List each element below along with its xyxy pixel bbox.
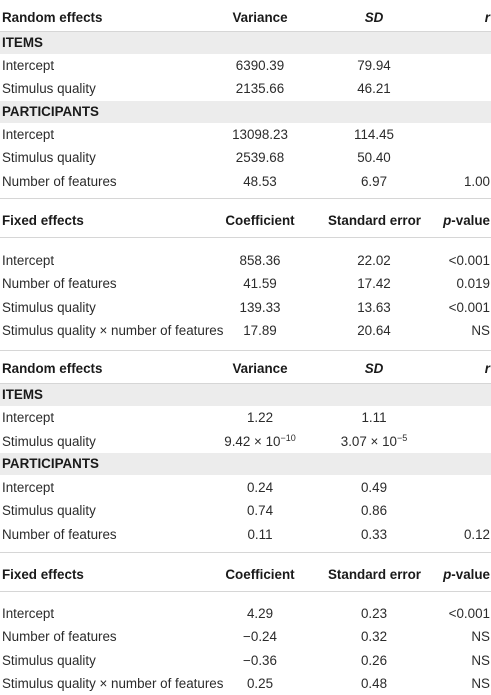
table-row xyxy=(0,54,491,77)
effect-cell: Stimulus quality xyxy=(2,81,96,96)
effect-cell: Stimulus quality xyxy=(2,434,96,449)
items-band xyxy=(0,32,491,54)
participants-band xyxy=(0,453,491,475)
p-cell: NS xyxy=(471,323,490,338)
variance-cell: 1.22 xyxy=(246,410,274,425)
variance-cell: 6390.39 xyxy=(235,58,285,73)
header-random-effects: Random effects xyxy=(2,361,103,376)
table-row xyxy=(0,406,491,429)
sd-cell: $3.07 \times 10^{-5}$ xyxy=(340,433,408,449)
table-row xyxy=(0,602,491,625)
header-fixed-effects: Fixed effects xyxy=(2,567,84,582)
rule xyxy=(0,350,491,351)
rule xyxy=(0,237,491,238)
p-cell: <0.001 xyxy=(448,300,490,315)
table-row xyxy=(0,625,491,648)
variance-cell: 13098.23 xyxy=(232,127,288,142)
se-cell: 22.02 xyxy=(357,253,391,268)
header-p-value: p-value xyxy=(443,567,490,582)
header-coefficient: Coefficient xyxy=(225,213,295,228)
table-row xyxy=(0,296,491,319)
t2-fixed-header-row xyxy=(0,563,491,586)
variance-cell: 0.74 xyxy=(246,503,274,518)
effect-cell: Number of features xyxy=(2,276,117,291)
header-variance: Variance xyxy=(232,361,288,376)
sd-cell: 0.86 xyxy=(360,503,388,518)
coefficient-cell: 41.59 xyxy=(243,276,277,291)
effect-cell: Stimulus quality × number of features xyxy=(2,676,224,691)
se-cell: 17.42 xyxy=(357,276,391,291)
rule xyxy=(0,552,491,553)
variance-cell: 48.53 xyxy=(243,174,277,189)
se-cell: 0.32 xyxy=(360,629,388,644)
variance-cell: $9.42 \times 10^{-10}$ xyxy=(224,433,296,449)
r-cell: 0.12 xyxy=(463,527,490,542)
p-cell: 0.019 xyxy=(456,276,490,291)
table-row xyxy=(0,272,491,295)
effect-cell: Number of features xyxy=(2,629,117,644)
items-band xyxy=(0,384,491,406)
table-row xyxy=(0,123,491,146)
table-row xyxy=(0,499,491,522)
t1-fixed-header-row xyxy=(0,209,491,232)
sd-cell: 114.45 xyxy=(354,127,394,142)
effect-cell: Stimulus quality xyxy=(2,300,96,315)
items-label: ITEMS xyxy=(2,35,43,50)
effect-cell: Intercept xyxy=(2,253,55,268)
table-row xyxy=(0,430,491,453)
coefficient-cell: 139.33 xyxy=(239,300,281,315)
p-cell: <0.001 xyxy=(448,606,490,621)
se-cell: 0.23 xyxy=(360,606,388,621)
header-variance: Variance xyxy=(232,10,288,25)
variance-cell: 0.11 xyxy=(247,527,273,542)
p-cell: NS xyxy=(471,676,490,691)
sd-cell: 50.40 xyxy=(357,150,391,165)
coefficient-cell: −0.24 xyxy=(243,629,277,644)
coefficient-cell: 17.89 xyxy=(243,323,277,338)
p-cell: NS xyxy=(471,629,490,644)
effect-cell: Stimulus quality xyxy=(2,503,96,518)
effect-cell: Intercept xyxy=(2,480,55,495)
header-r: r xyxy=(484,361,490,376)
table-row xyxy=(0,319,491,342)
participants-label: PARTICIPANTS xyxy=(2,104,99,119)
table-row xyxy=(0,523,491,546)
header-r: r xyxy=(484,10,490,25)
header-sd: SD xyxy=(364,361,384,376)
table-row xyxy=(0,170,491,193)
effect-cell: Intercept xyxy=(2,58,55,73)
table-row xyxy=(0,146,491,169)
header-sd: SD xyxy=(364,10,384,25)
p-cell: <0.001 xyxy=(448,253,490,268)
effect-cell: Stimulus quality xyxy=(2,150,96,165)
header-p-value: p-value xyxy=(443,213,490,228)
effect-cell: Stimulus quality xyxy=(2,653,96,668)
se-cell: 0.48 xyxy=(360,676,388,691)
effect-cell: Intercept xyxy=(2,410,55,425)
effect-cell: Stimulus quality × number of features xyxy=(2,323,224,338)
t2-random-header-row xyxy=(0,357,491,380)
t1-random-header-row xyxy=(0,6,491,29)
p-cell: NS xyxy=(471,653,490,668)
sd-cell: 6.97 xyxy=(360,174,388,189)
header-standard-error: Standard error xyxy=(328,213,422,228)
variance-cell: 2539.68 xyxy=(235,150,285,165)
table-row xyxy=(0,249,491,272)
effect-cell: Intercept xyxy=(2,606,55,621)
rule xyxy=(0,591,491,592)
se-cell: 13.63 xyxy=(357,300,391,315)
sd-cell: 79.94 xyxy=(357,58,391,73)
rule xyxy=(0,198,491,199)
participants-label: PARTICIPANTS xyxy=(2,456,99,471)
effect-cell: Intercept xyxy=(2,127,55,142)
r-cell: 1.00 xyxy=(463,174,490,189)
se-cell: 0.26 xyxy=(360,653,388,668)
sd-cell: 0.33 xyxy=(360,527,388,542)
coefficient-cell: 4.29 xyxy=(246,606,274,621)
header-standard-error: Standard error xyxy=(328,567,422,582)
header-random-effects: Random effects xyxy=(2,10,103,25)
coefficient-cell: 858.36 xyxy=(239,253,281,268)
effect-cell: Number of features xyxy=(2,527,117,542)
participants-band xyxy=(0,101,491,123)
header-fixed-effects: Fixed effects xyxy=(2,213,84,228)
sd-cell: 46.21 xyxy=(357,81,391,96)
sd-cell: 0.49 xyxy=(360,480,388,495)
header-coefficient: Coefficient xyxy=(225,567,295,582)
coefficient-cell: 0.25 xyxy=(246,676,274,691)
effect-cell: Number of features xyxy=(2,174,117,189)
table-row xyxy=(0,476,491,499)
variance-cell: 0.24 xyxy=(246,480,274,495)
items-label: ITEMS xyxy=(2,387,43,402)
table-row xyxy=(0,77,491,100)
sd-cell: 1.11 xyxy=(361,410,387,425)
coefficient-cell: −0.36 xyxy=(243,653,277,668)
table-row xyxy=(0,649,491,672)
variance-cell: 2135.66 xyxy=(235,81,285,96)
se-cell: 20.64 xyxy=(357,323,391,338)
